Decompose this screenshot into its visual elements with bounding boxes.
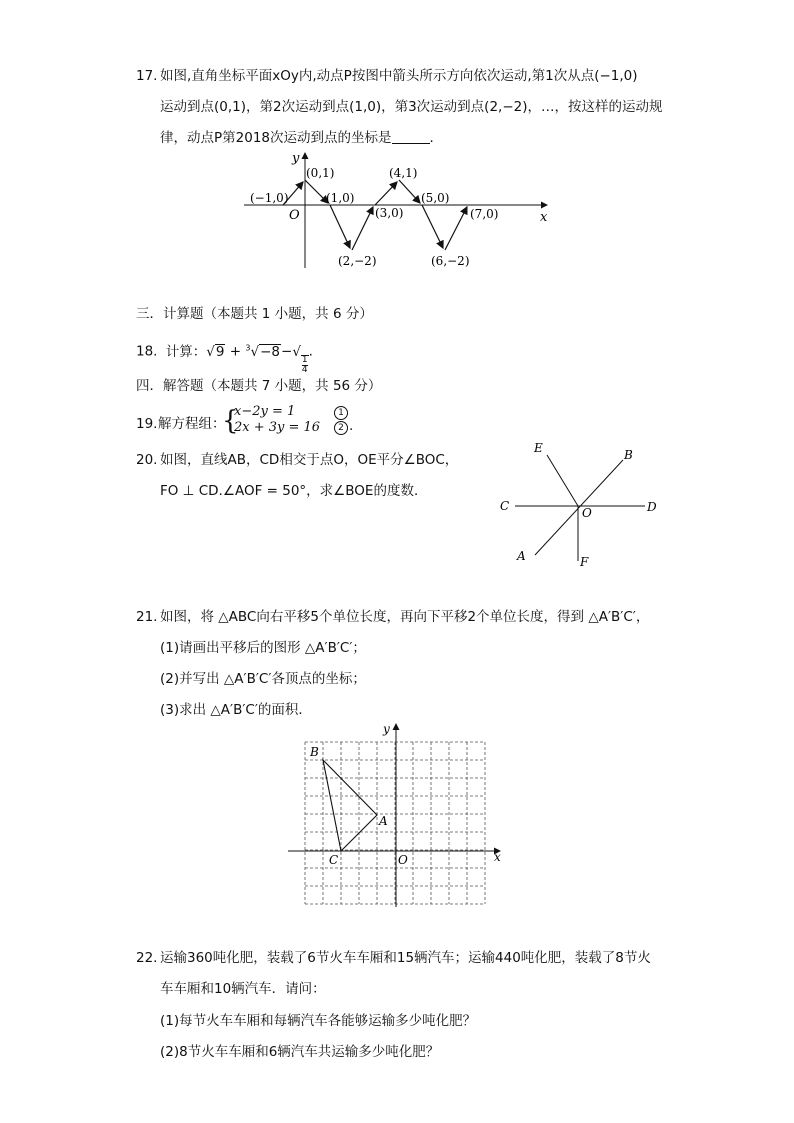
point-label: (1,0) <box>326 191 355 205</box>
point-label-A: A <box>517 549 526 563</box>
operator: − <box>281 343 293 360</box>
sub-question: (2)并写出 △A′B′C′各顶点的坐标； <box>160 671 366 687</box>
grid-triangle-figure <box>283 720 508 912</box>
sub-question: (1)请画出平移后的图形 △A′B′C′； <box>160 640 366 656</box>
equation-2: 2x + 3y = 16 <box>234 420 321 435</box>
question-number: 17. <box>136 68 158 84</box>
question-prefix: 计算： <box>165 343 207 360</box>
point-label: (0,1) <box>306 166 335 180</box>
section-heading: 四．解答题（本题共 7 小题，共 56 分） <box>136 378 382 394</box>
dashed-grid <box>305 742 485 904</box>
answer-blank[interactable] <box>392 129 430 144</box>
point-label-F: F <box>580 555 589 569</box>
question-number: 20. <box>136 452 158 468</box>
question-text-line: 车车厢和10辆汽车．请问： <box>160 981 326 997</box>
numerator: 1 <box>301 354 308 365</box>
sqrt-expression: √9 <box>206 343 225 360</box>
section-heading: 三．计算题（本题共 1 小题，共 6 分） <box>136 306 373 322</box>
question-text-line <box>160 128 443 148</box>
line-AB <box>535 460 623 555</box>
question-text-line: 运动到点(0,1)，第2次运动到点(1,0)，第3次运动到点(2,−2)，…，按这样的运动规 <box>160 99 663 115</box>
point-label-C: C <box>329 853 339 867</box>
x-axis-label: x <box>540 210 548 225</box>
ray-OE <box>547 455 578 506</box>
question-number: 18. <box>136 343 158 360</box>
question-number: 21. <box>136 609 158 625</box>
radicand: 9 <box>215 343 225 360</box>
radicand: −8 <box>260 343 280 360</box>
question-number: 19. <box>136 416 158 432</box>
question-prefix: 解方程组： <box>158 416 226 432</box>
question-text-line: 如图，将 △ABC向右平移5个单位长度，再向下平移2个单位长度，得到 △A′B′C′， <box>160 609 650 625</box>
point-label-E: E <box>534 441 543 455</box>
system-brace: { <box>222 406 239 436</box>
sub-question: (1)每节火车车厢和每辆汽车各能够运输多少吨化肥？ <box>160 1013 477 1029</box>
point-label-O: O <box>582 506 592 520</box>
point-label-B: B <box>624 448 633 462</box>
circled-number-1: 1 <box>334 406 348 420</box>
point-label: (7,0) <box>470 207 499 221</box>
question-18 <box>136 338 313 375</box>
point-label: (−1,0) <box>250 191 289 205</box>
root-index: 3 <box>245 343 251 352</box>
sub-question: (3)求出 △A′B′C′的面积． <box>160 702 312 718</box>
sqrt-fraction: √ $\frac{1}{4}$ <box>292 343 308 375</box>
sub-question: (2)8节火车车厢和6辆汽车共运输多少吨化肥？ <box>160 1044 440 1060</box>
point-label: (6,−2) <box>431 254 470 268</box>
point-label-A: A <box>379 814 388 828</box>
intersecting-lines-figure <box>495 438 665 573</box>
y-axis-label: y <box>292 151 300 166</box>
question-text: 律，动点P第2018次运动到点的坐标是 <box>160 130 392 146</box>
cube-root-expression: $^3$√−8 <box>245 343 280 360</box>
question-number: 22. <box>136 950 158 966</box>
triangle-ABC <box>323 760 377 851</box>
point-label-C: C <box>500 499 510 513</box>
point-label-B: B <box>310 745 319 759</box>
punctuation: . <box>308 343 313 360</box>
denominator: 4 <box>301 364 308 375</box>
origin-label: O <box>289 208 300 223</box>
origin-label: O <box>398 853 408 867</box>
question-text-line: FO ⊥ CD.∠AOF = 50°，求∠BOE的度数． <box>160 483 428 499</box>
question-text: ． <box>429 130 443 146</box>
y-axis-label: y <box>383 722 390 736</box>
question-text-line: 运输360吨化肥，装载了6节火车车厢和15辆汽车；运输440吨化肥，装载了8节火 <box>160 950 651 966</box>
circled-number-2: 2 <box>334 421 348 435</box>
point-label: (5,0) <box>421 191 450 205</box>
operator: + <box>229 343 242 360</box>
equation-1: x−2y = 1 <box>234 404 296 419</box>
question-text-line: 如图，直线AB，CD相交于点O，OE平分∠BOC， <box>160 452 459 468</box>
zigzag-coordinate-figure <box>240 148 560 273</box>
point-label-D: D <box>647 500 657 514</box>
x-axis-label: x <box>494 850 501 864</box>
point-label: (2,−2) <box>338 254 377 268</box>
point-label: (3,0) <box>375 206 404 220</box>
punctuation: . <box>349 418 354 434</box>
question-text-line: 如图,直角坐标平面xOy内,动点P按图中箭头所示方向依次运动,第1次从点(−1,0) <box>160 68 638 84</box>
point-label: (4,1) <box>389 166 418 180</box>
